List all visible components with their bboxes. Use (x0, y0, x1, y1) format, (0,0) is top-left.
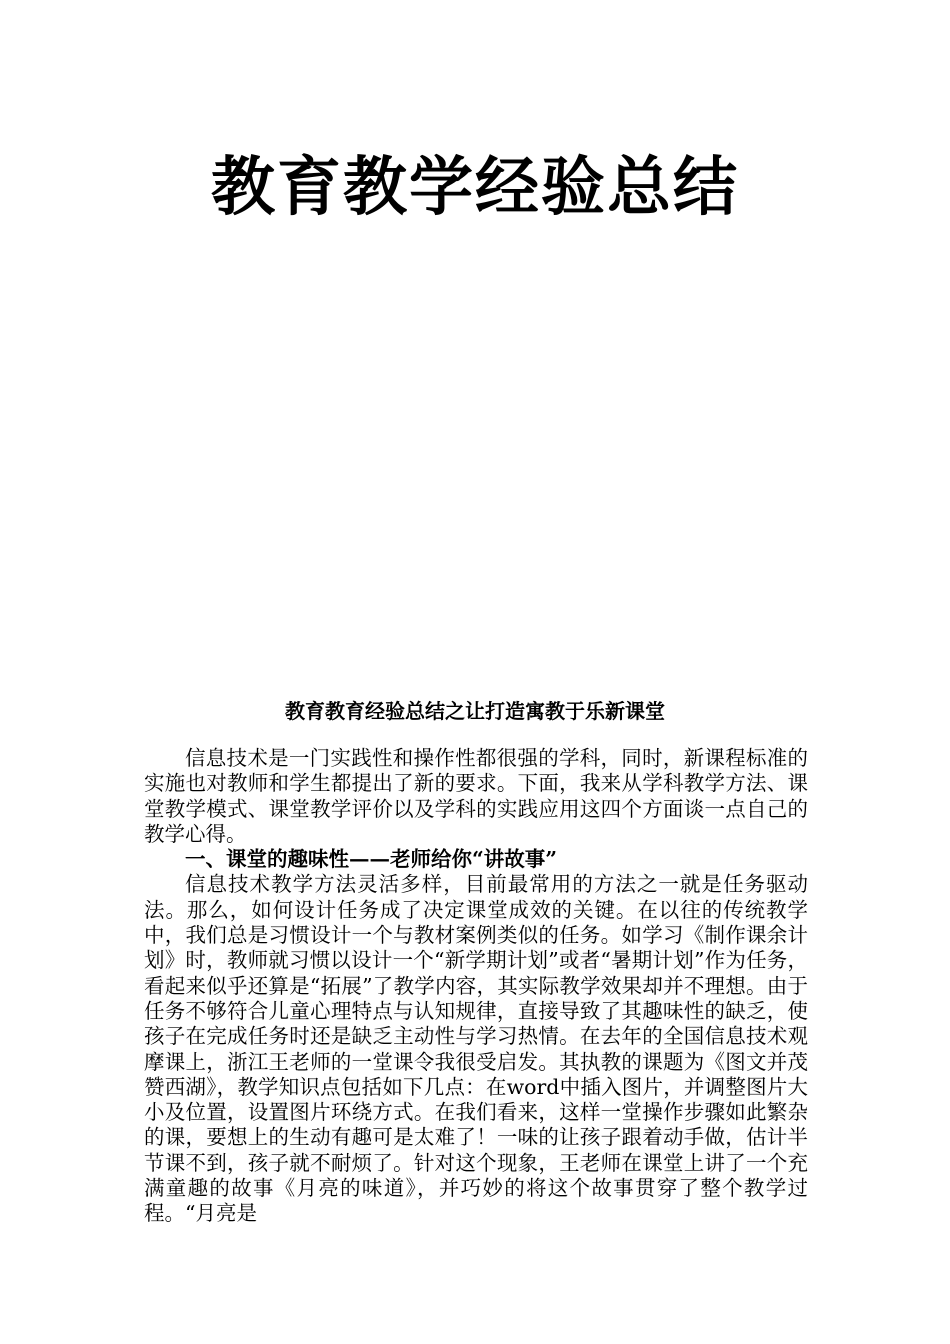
body-paragraph: 信息技术教学方法灵活多样，目前最常用的方法之一就是任务驱动法。那么，如何设计任务成了决定课堂成效的关键。在以往的传统教学中，我们总是习惯设计一个与教材案例类似的任务。如学习《制作课余计划》时，教师就习惯以设计一个“新学期计划”或者“暑期计划”作为任务，看起来似乎还算是“拓展”了教学内容，其实际教学效果却并不理想。由于任务不够符合儿童心理特点与认知规律，直接导致了其趣味性的缺乏，使孩子在完成任务时还是缺乏主动性与学习热情。在去年的全国信息技术观摩课上，浙江王老师的一堂课令我很受启发。其执教的课题为《图文并茂赞西湖》，教学知识点包括如下几点：在word中插入图片，并调整图片大小及位置，设置图片环绕方式。在我们看来，这样一堂操作步骤如此繁杂的课，要想上的生动有趣可是太难了！一味的让孩子跟着动手做，估计半节课不到，孩子就不耐烦了。针对这个现象，王老师在课堂上讲了一个充满童趣的故事《月亮的味道》，并巧妙的将这个故事贯穿了整个教学过程。“月亮是 (144, 872, 808, 1226)
document-body (144, 746, 808, 1227)
document-title: 教育教学经验总结 (211, 151, 739, 225)
intro-paragraph: 信息技术是一门实践性和操作性都很强的学科，同时，新课程标准的实施也对教师和学生都提出了新的要求。下面，我来从学科教学方法、课堂教学模式、课堂教学评价以及学科的实践应用这四个方面谈一点自己的教学心得。 (144, 746, 808, 846)
document-subtitle: 教育教育经验总结之让打造寓教于乐新课堂 (285, 699, 665, 723)
section-heading: 一、课堂的趣味性——老师给你“讲故事” (185, 847, 558, 872)
